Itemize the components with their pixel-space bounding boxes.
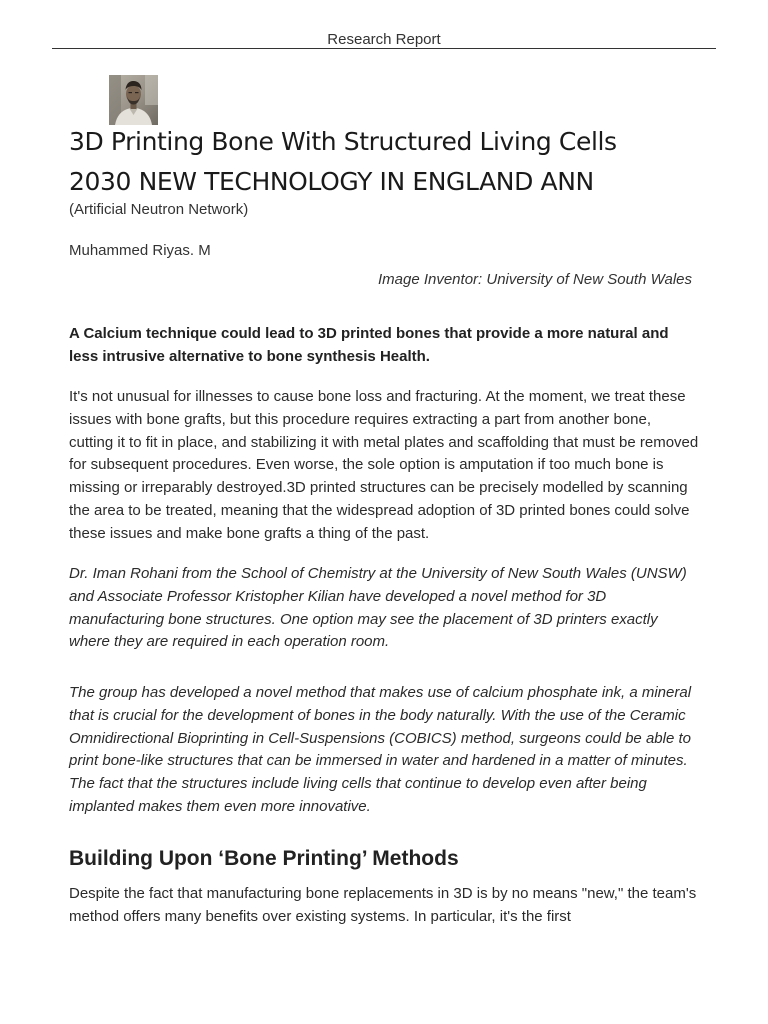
article-title-line-2: 2030 NEW TECHNOLOGY IN ENGLAND ANN <box>69 167 594 196</box>
article-subtitle: (Artificial Neutron Network) <box>69 201 249 218</box>
body-paragraph-2: Dr. Iman Rohani from the School of Chemistry at the University of New South Wales (UNSW) and Associate Professor Kristopher Kilian have developed a novel method for 3D manufacturing bone structures. One option may see the placement of 3D printers exactly where they are required in each operation room. <box>69 565 687 651</box>
header-divider <box>52 48 716 49</box>
report-header-title: Research Report <box>327 31 441 48</box>
section-heading: Building Upon ‘Bone Printing’ Methods <box>69 847 459 870</box>
lead-paragraph: A Calcium technique could lead to 3D printed bones that provide a more natural and less intrusive alternative to bone synthesis Health. <box>69 325 669 365</box>
author-photo <box>109 75 158 125</box>
image-credit: Image Inventor: University of New South Wales <box>377 271 692 288</box>
author-name: Muhammed Riyas. M <box>69 242 211 259</box>
article-title-line-1: 3D Printing Bone With Structured Living Cells <box>69 127 617 156</box>
body-paragraph-1: It's not unusual for illnesses to cause bone loss and fracturing. At the moment, we treat these issues with bone grafts, but this procedure requires extracting a part from another bone, cutting it to fit in place, and stabilizing it with metal plates and scaffolding that must be removed for subsequent procedures. Even worse, the sole option is amputation if too much bone is missing or irreparably destroyed.3D printed structures can be precisely modelled by scanning the area to be treated, meaning that the widespread adoption of 3D printed bones could solve these issues and make bone grafts a thing of the past. <box>69 388 699 542</box>
body-paragraph-3: The group has developed a novel method that makes use of calcium phosphate ink, a mineral that is crucial for the development of bones in the body naturally. With the use of the Ceramic Omnidirectional Bioprinting in Cell-Suspensions (COBICS) method, surgeons could be able to print bone-like structures that can be immersed in water and hardened in a matter of minutes. The fact that the structures include living cells that continue to develop even after being implanted makes them even more innovative. <box>69 684 692 815</box>
body-paragraph-4: Despite the fact that manufacturing bone replacements in 3D is by no means "new," the team's method offers many benefits over existing systems. In particular, it's the first <box>69 885 697 925</box>
